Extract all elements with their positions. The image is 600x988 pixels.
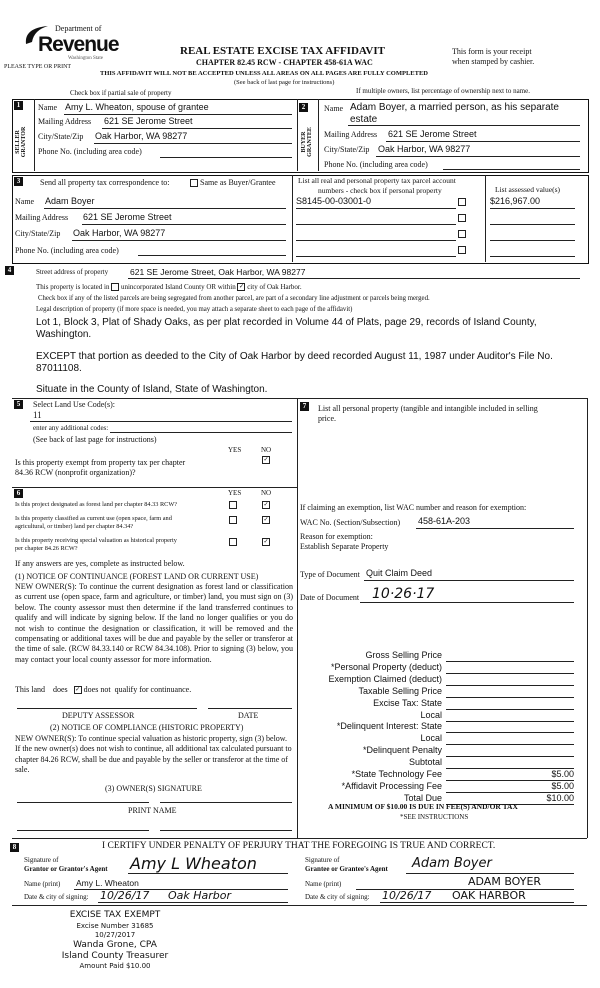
forest-yes-checkbox[interactable] <box>229 501 237 509</box>
legal-line: Situate in the County of Island, State of Washington. <box>36 384 268 395</box>
exemption-reason[interactable]: Establish Separate Property <box>300 542 389 551</box>
grantee-signature[interactable]: Adam Boyer <box>412 856 492 871</box>
current-use-no-checkbox[interactable]: ✓ <box>263 517 269 524</box>
if-yes-note: If any answers are yes, complete as instructed below. <box>15 559 185 568</box>
exempt-no-checkbox[interactable]: ✓ <box>263 457 269 464</box>
seller-address[interactable]: 621 SE Jerome Street <box>104 116 193 126</box>
street-label: Street address of property <box>36 268 109 276</box>
fee-label: Local <box>420 709 442 720</box>
legal-line: Lot 1, Block 3, Plat of Shady Oaks, as per plat recorded in Volume 44 of Plats, page 29, records of Island County, <box>36 317 537 328</box>
unincorporated-label: unincorporated Island County OR within <box>120 283 236 291</box>
section-5-number: 5 <box>14 400 23 409</box>
fee-label: *Delinquent Penalty <box>362 745 442 756</box>
seller-grantor-label: SELLER GRANTOR <box>15 126 27 158</box>
qualify-label: qualify for continuance. <box>114 685 192 694</box>
forest-no-checkbox[interactable]: ✓ <box>263 502 269 509</box>
stamp-line: Excise Number 31685 <box>76 922 154 930</box>
grantor-agent-label: Grantor or Grantor's Agent <box>24 865 108 873</box>
forest-question: Is this project designated as forest land per chapter 84.33 RCW? <box>15 501 178 508</box>
exemption-label: If claiming an exemption, list WAC number and reason for exemption: <box>300 503 527 512</box>
historic-no-checkbox[interactable]: ✓ <box>263 539 269 546</box>
deputy-assessor-line[interactable] <box>17 708 197 709</box>
fee-label: *Personal Property (deduct) <box>330 661 442 672</box>
print-name-label: PRINT NAME <box>128 806 177 815</box>
legal-label: Legal description of property (if more space is needed, you may attach a separate sheet to each page of the affidavit) <box>36 306 353 313</box>
buyer-phone[interactable] <box>443 169 580 170</box>
personal-property-label: List all personal property (tangible and intangible included in selling <box>318 404 538 413</box>
grantee-name-print-label: Name (print) <box>305 880 342 888</box>
fee-label: Subtotal <box>408 757 442 768</box>
property-street[interactable]: 621 SE Jerome Street, Oak Harbor, WA 98277 <box>130 267 306 277</box>
legal-line: 87011108. <box>36 363 82 374</box>
corr-city[interactable]: Oak Harbor, WA 98277 <box>73 228 166 238</box>
exempt-question-2: 84.36 RCW (nonprofit organization)? <box>15 468 136 477</box>
seller-phone[interactable] <box>160 157 292 158</box>
section-3-number: 3 <box>14 177 23 186</box>
seller-phone-label: Phone No. (including area code) <box>38 147 142 156</box>
grantee-date-city-label: Date & city of signing: <box>305 893 370 901</box>
fee-label: Taxable Selling Price <box>358 685 442 696</box>
parcel-number[interactable]: S8145-00-03001-0 <box>296 196 372 206</box>
fee-line <box>446 709 574 710</box>
personal-property-checkbox[interactable] <box>458 246 466 254</box>
corr-phone[interactable] <box>138 255 286 256</box>
yes-header: YES <box>228 489 242 497</box>
grantor-date-city-label: Date & city of signing: <box>24 893 89 901</box>
document-type[interactable]: Quit Claim Deed <box>366 568 433 578</box>
historic-question-2: per chapter 84.26 RCW? <box>15 545 78 552</box>
assessed-value[interactable]: $216,967.00 <box>490 196 541 206</box>
see-back: (See back of last page for instructions) <box>234 79 335 86</box>
fee-value[interactable]: $10.00 <box>546 792 574 803</box>
corr-phone-label: Phone No. (including area code) <box>15 246 119 255</box>
current-use-question-2: agricultural, or timber) land per chapter 84.34? <box>15 523 134 530</box>
section-8-number: 8 <box>10 843 19 852</box>
grantor-signature[interactable]: Amy L Wheaton <box>130 854 257 873</box>
grantee-city[interactable]: OAK HARBOR <box>452 889 526 902</box>
fee-line <box>446 673 574 674</box>
deputy-date-line[interactable] <box>208 708 292 709</box>
fee-line <box>446 685 574 686</box>
corr-addr-label: Mailing Address <box>15 213 69 222</box>
wac-number[interactable]: 458-61A-203 <box>418 516 471 526</box>
buyer-grantee-label: BUYER GRANTEE <box>301 127 313 157</box>
unincorporated-checkbox[interactable] <box>111 283 119 291</box>
deputy-assessor-label: DEPUTY ASSESSOR <box>62 711 135 720</box>
please-type: PLEASE TYPE OR PRINT <box>4 64 72 70</box>
buyer-city[interactable]: Oak Harbor, WA 98277 <box>378 144 471 154</box>
does-option[interactable]: does <box>53 685 68 694</box>
grantor-name-print-label: Name (print) <box>24 880 61 888</box>
logo-name: Revenue <box>38 33 119 56</box>
city-checkbox[interactable]: ✓ <box>238 284 244 291</box>
assessed-value-header: List assessed value(s) <box>495 185 560 194</box>
logo-dept: Department of <box>55 24 102 33</box>
land-use-code[interactable]: 11 <box>33 410 42 420</box>
owner-signature-line-2[interactable] <box>160 802 292 803</box>
seller-city-label: City/State/Zip <box>38 132 84 141</box>
notice-compliance-text: NEW OWNER(S): To continue special valuation as historic property, sign (3) below. If the new owner(s) does not wish to continue, all additional tax calculated pursuant to chapter 84.26 RCW, shall be due and payable by the seller or transferor at the time of sale. <box>15 734 292 775</box>
notice-continuance-text: NEW OWNER(S): To continue the current designation as forest land or classification as current use (open space, farm and agriculture, or timber) land, you must sign on (3) below. The county assessor must then determine if the land transferred continues to qualify and will indicate by signing below. If the land no longer qualifies or you do not wish to continue the designation or classification, it will be removed and the compensating or additional taxes will be due and payable by the seller or transferor at the time of sale. (RCW 84.33.140 or RCW 84.34.108). Prior to signing (3) below, you may contact your local county assessor for more information. <box>15 582 293 664</box>
additional-codes-input[interactable] <box>110 432 292 433</box>
personal-property-label-2: price. <box>318 414 336 423</box>
doc-type-label: Type of Document <box>300 570 360 579</box>
fee-label: *Affidavit Processing Fee <box>341 780 442 791</box>
fee-value[interactable]: $5.00 <box>551 769 574 779</box>
receipt-note-2: when stamped by cashier. <box>452 57 535 66</box>
form-title: REAL ESTATE EXCISE TAX AFFIDAVIT <box>180 45 385 57</box>
additional-codes-label: enter any additional codes: <box>33 424 109 432</box>
stamp-line: EXCISE TAX EXEMPT <box>69 910 161 920</box>
does-not-checkbox[interactable]: ✓ <box>75 687 81 694</box>
fee-line <box>446 697 574 698</box>
corr-address[interactable]: 621 SE Jerome Street <box>83 212 172 222</box>
fee-line <box>446 732 574 733</box>
notice-compliance-title: (2) NOTICE OF COMPLIANCE (HISTORIC PROPERTY) <box>50 723 244 732</box>
stamp-line: Amount Paid $10.00 <box>79 962 151 970</box>
fee-label: Gross Selling Price <box>365 650 442 660</box>
fee-label: *Delinquent Interest: State <box>336 721 442 732</box>
warning: THIS AFFIDAVIT WILL NOT BE ACCEPTED UNLESS ALL AREAS ON ALL PAGES ARE FULLY COMPLETED <box>100 70 428 77</box>
form-chapter: CHAPTER 82.45 RCW - CHAPTER 458-61A WAC <box>196 58 373 67</box>
see-instructions: *SEE INSTRUCTIONS <box>400 813 469 821</box>
see-back-5: (See back of last page for instructions) <box>33 435 157 444</box>
grantee-agent-label: Grantee or Grantee's Agent <box>305 865 388 873</box>
fee-line <box>446 756 574 757</box>
current-use-question: Is this property classified as current use (open space, farm and <box>15 515 172 522</box>
section-2-number: 2 <box>299 103 308 112</box>
fee-label: Excise Tax: State <box>373 697 442 708</box>
corr-name-label: Name <box>15 197 35 206</box>
stamp-line: 10/27/2017 <box>94 931 136 939</box>
fee-label: Exemption Claimed (deduct) <box>328 673 442 684</box>
print-name-line[interactable] <box>17 830 149 831</box>
buyer-name[interactable]: Adam Boyer, a married person, as his separate <box>350 102 559 113</box>
located-label: This property is located in <box>36 283 110 291</box>
same-as-buyer-label: Same as Buyer/Grantee <box>200 178 276 187</box>
personal-property-checkbox[interactable] <box>458 198 466 206</box>
this-land-label: This land <box>15 685 45 694</box>
no-header: NO <box>261 446 272 454</box>
does-not-label: does not <box>83 685 111 694</box>
grantor-date[interactable]: 10/26/17 <box>100 889 150 902</box>
receipt-note: This form is your receipt <box>452 47 532 56</box>
minimum-due-note: A MINIMUM OF $10.00 IS DUE IN FEE(S) AND/OR TAX <box>328 802 518 811</box>
correspondence-label: Send all property tax correspondence to: <box>40 178 170 187</box>
buyer-addr-label: Mailing Address <box>324 130 378 139</box>
historic-yes-checkbox[interactable] <box>229 538 237 546</box>
section-4-number: 4 <box>5 266 14 275</box>
seller-name[interactable]: Amy L. Wheaton, spouse of grantee <box>65 102 209 112</box>
section-7-number: 7 <box>300 402 309 411</box>
parcels-header: List all real and personal property tax parcel account <box>298 176 456 185</box>
stamp-line: Wanda Grone, CPA <box>73 940 157 950</box>
grantor-print-name[interactable]: Amy L. Wheaton <box>76 878 139 888</box>
buyer-name-label: Name <box>324 104 344 113</box>
city-label: city of Oak Harbor. <box>247 283 302 291</box>
corr-name[interactable]: Adam Boyer <box>45 196 95 206</box>
parcels-header-2: numbers - check box if personal property <box>318 186 442 195</box>
owner-signature-label: (3) OWNER(S) SIGNATURE <box>105 784 202 793</box>
fee-label: Local <box>420 733 442 744</box>
document-date[interactable]: 10·26·17 <box>372 586 435 602</box>
current-use-yes-checkbox[interactable] <box>229 516 237 524</box>
no-header: NO <box>261 489 272 497</box>
buyer-city-label: City/State/Zip <box>324 145 370 154</box>
segregated-note: Check box if any of the listed parcels are being segregated from another parcel, are part of a secondary line adjustment or parcels being merged. <box>38 295 430 302</box>
wac-label: WAC No. (Section/Subsection) <box>300 518 401 527</box>
fee-label: *State Technology Fee <box>351 769 442 779</box>
fee-line <box>446 744 574 745</box>
fee-label: Total Due <box>403 792 442 803</box>
yes-header: YES <box>228 446 242 454</box>
stamp-line: Island County Treasurer <box>61 951 169 961</box>
sig-of-label: Signature of <box>305 856 340 864</box>
buyer-name-2[interactable]: estate <box>350 114 378 125</box>
certify-statement: I CERTIFY UNDER PENALTY OF PERJURY THAT THE FOREGOING IS TRUE AND CORRECT. <box>102 841 496 851</box>
same-as-buyer-checkbox[interactable] <box>190 179 198 187</box>
corr-city-label: City/State/Zip <box>15 229 61 238</box>
personal-property-checkbox[interactable] <box>458 214 466 222</box>
buyer-address[interactable]: 621 SE Jerome Street <box>388 129 477 139</box>
land-use-label: Select Land Use Code(s): <box>33 400 115 409</box>
grantee-date[interactable]: 10/26/17 <box>382 889 432 902</box>
seller-name-label: Name <box>38 103 58 112</box>
section-1-number: 1 <box>14 101 23 110</box>
notice-continuance-title: (1) NOTICE OF CONTINUANCE (FOREST LAND OR CURRENT USE) <box>15 572 259 581</box>
print-name-line-2[interactable] <box>160 830 292 831</box>
legal-line: EXCEPT that portion as deeded to the City of Oak Harbor by deed recorded August 11, 1987 under Auditor's File No. <box>36 351 553 362</box>
grantee-print-name[interactable]: ADAM BOYER <box>468 875 542 888</box>
historic-question: Is this property receiving special valuation as historical property <box>15 537 177 544</box>
legal-line: Washington. <box>36 329 92 340</box>
buyer-phone-label: Phone No. (including area code) <box>324 160 428 169</box>
date-label: DATE <box>238 711 259 720</box>
partial-sale-note: Check box if partial sale of property <box>70 89 172 97</box>
grantor-city[interactable]: Oak Harbor <box>168 889 232 902</box>
logo-state: Washington State <box>68 56 104 61</box>
doc-date-label: Date of Document <box>300 593 360 602</box>
fee-value[interactable]: $5.00 <box>551 780 574 791</box>
seller-city[interactable]: Oak Harbor, WA 98277 <box>95 131 188 141</box>
exempt-question: Is this property exempt from property tax per chapter <box>15 458 186 467</box>
section-6-number: 6 <box>14 489 23 498</box>
personal-property-checkbox[interactable] <box>458 230 466 238</box>
fee-line <box>446 661 574 662</box>
reason-label: Reason for exemption: <box>300 532 373 541</box>
seller-addr-label: Mailing Address <box>38 117 92 126</box>
sig-of-label: Signature of <box>24 856 59 864</box>
multiple-owners-note: If multiple owners, list percentage of ownership next to name. <box>356 87 530 95</box>
fee-line <box>446 721 574 722</box>
owner-signature-line[interactable] <box>17 802 149 803</box>
